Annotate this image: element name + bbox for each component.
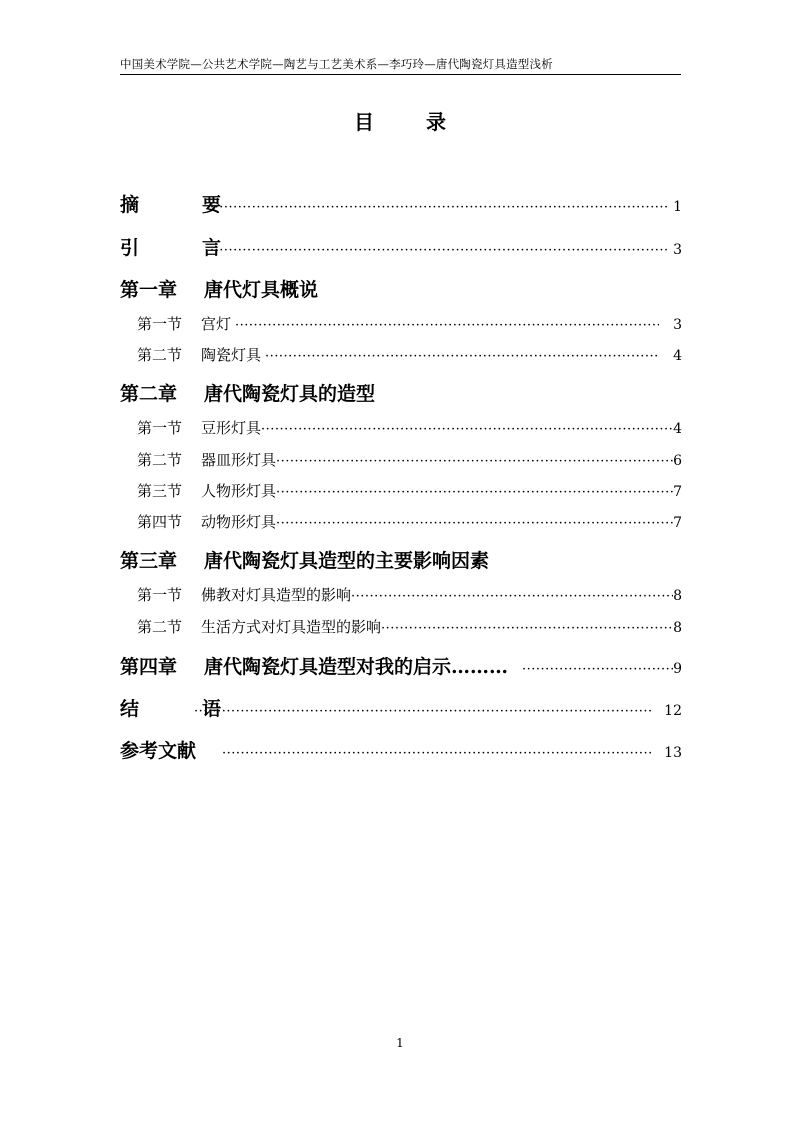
toc-label: 摘 要 bbox=[120, 194, 244, 216]
toc-page-number: 9 bbox=[673, 661, 682, 677]
toc-entry-ch2-sec2[interactable] bbox=[137, 449, 682, 470]
dot-leader bbox=[210, 243, 669, 258]
section-number: 第二节 bbox=[137, 451, 183, 469]
dot-leader bbox=[276, 454, 673, 469]
page-title: 目 录 bbox=[354, 110, 462, 134]
toc-entry-ch1-sec1[interactable] bbox=[137, 313, 682, 334]
section-title: 生活方式对灯具造型的影响 bbox=[201, 618, 382, 636]
toc-entry-ch3-sec2[interactable] bbox=[137, 616, 682, 637]
section-title: 豆形灯具 bbox=[201, 419, 262, 437]
toc-entry-chapter-4[interactable] bbox=[120, 652, 682, 679]
section-title: 陶瓷灯具 bbox=[201, 346, 262, 364]
toc-entry-ch2-sec1[interactable] bbox=[137, 417, 682, 438]
dot-leader bbox=[261, 422, 673, 437]
toc-page-number: 4 bbox=[673, 421, 682, 437]
section-number: 第一节 bbox=[137, 419, 183, 437]
section-title: 人物形灯具 bbox=[201, 482, 277, 500]
toc-label: 引 言 bbox=[120, 237, 244, 259]
toc-label: 结 语 bbox=[120, 698, 244, 720]
section-number: 第二节 bbox=[137, 346, 183, 364]
toc-page-number: 1 bbox=[673, 199, 682, 215]
running-header: 中国美术学院—公共艺术学院—陶艺与工艺美术系—李巧玲—唐代陶瓷灯具造型浅析 bbox=[120, 57, 553, 71]
dot-leader bbox=[265, 349, 659, 364]
dot-leader bbox=[276, 516, 673, 531]
toc-page-number: 13 bbox=[664, 745, 682, 761]
dot-leader bbox=[194, 704, 652, 719]
dot-leader bbox=[522, 662, 673, 677]
toc-entry-references[interactable] bbox=[120, 736, 682, 763]
toc-page-number: 7 bbox=[673, 515, 682, 531]
toc-page-number: 3 bbox=[673, 242, 682, 258]
chapter-title: 唐代灯具概说 bbox=[204, 279, 319, 301]
toc-entry-intro[interactable] bbox=[120, 233, 682, 260]
toc-entry-ch2-sec4[interactable] bbox=[137, 511, 682, 532]
section-number: 第三节 bbox=[137, 482, 183, 500]
section-title: 宫灯 bbox=[201, 315, 232, 333]
dot-leader bbox=[235, 318, 659, 333]
toc-entry-abstract[interactable] bbox=[120, 190, 682, 217]
dot-leader bbox=[222, 746, 652, 761]
dot-leader bbox=[381, 621, 673, 636]
chapter-title: 唐代陶瓷灯具造型对我的启示……… bbox=[204, 656, 509, 678]
toc-entry-ch3-sec1[interactable] bbox=[137, 584, 682, 605]
dot-leader bbox=[351, 589, 673, 604]
chapter-number: 第四章 bbox=[120, 656, 178, 678]
section-number: 第一节 bbox=[137, 586, 183, 604]
toc-entry-ch1-sec2[interactable] bbox=[137, 344, 682, 365]
section-title: 动物形灯具 bbox=[201, 513, 277, 531]
toc-entry-conclusion[interactable] bbox=[120, 694, 682, 721]
toc-page-number: 3 bbox=[673, 317, 682, 333]
chapter-title: 唐代陶瓷灯具造型的主要影响因素 bbox=[204, 550, 490, 572]
chapter-number: 第二章 bbox=[120, 383, 178, 405]
toc-entry-chapter-2[interactable] bbox=[120, 379, 682, 406]
chapter-title: 唐代陶瓷灯具的造型 bbox=[204, 383, 376, 405]
section-title: 佛教对灯具造型的影响 bbox=[201, 586, 352, 604]
toc-page-number: 6 bbox=[673, 453, 682, 469]
chapter-number: 第三章 bbox=[120, 550, 178, 572]
dot-leader bbox=[276, 485, 673, 500]
section-number: 第二节 bbox=[137, 618, 183, 636]
toc-entry-ch2-sec3[interactable] bbox=[137, 480, 682, 501]
toc-entry-chapter-1[interactable] bbox=[120, 275, 682, 302]
dot-leader bbox=[210, 200, 669, 215]
section-number: 第四节 bbox=[137, 513, 183, 531]
section-number: 第一节 bbox=[137, 315, 183, 333]
toc-page-number: 8 bbox=[673, 620, 682, 636]
toc-label: 参考文献 bbox=[120, 740, 197, 762]
chapter-number: 第一章 bbox=[120, 279, 178, 301]
toc-page-number: 7 bbox=[673, 484, 682, 500]
toc-page-number: 4 bbox=[673, 348, 682, 364]
toc-page-number: 8 bbox=[673, 588, 682, 604]
toc-page-number: 12 bbox=[664, 703, 682, 719]
page-number: 1 bbox=[396, 1036, 404, 1050]
toc-entry-chapter-3[interactable] bbox=[120, 546, 682, 573]
section-title: 器皿形灯具 bbox=[201, 451, 277, 469]
